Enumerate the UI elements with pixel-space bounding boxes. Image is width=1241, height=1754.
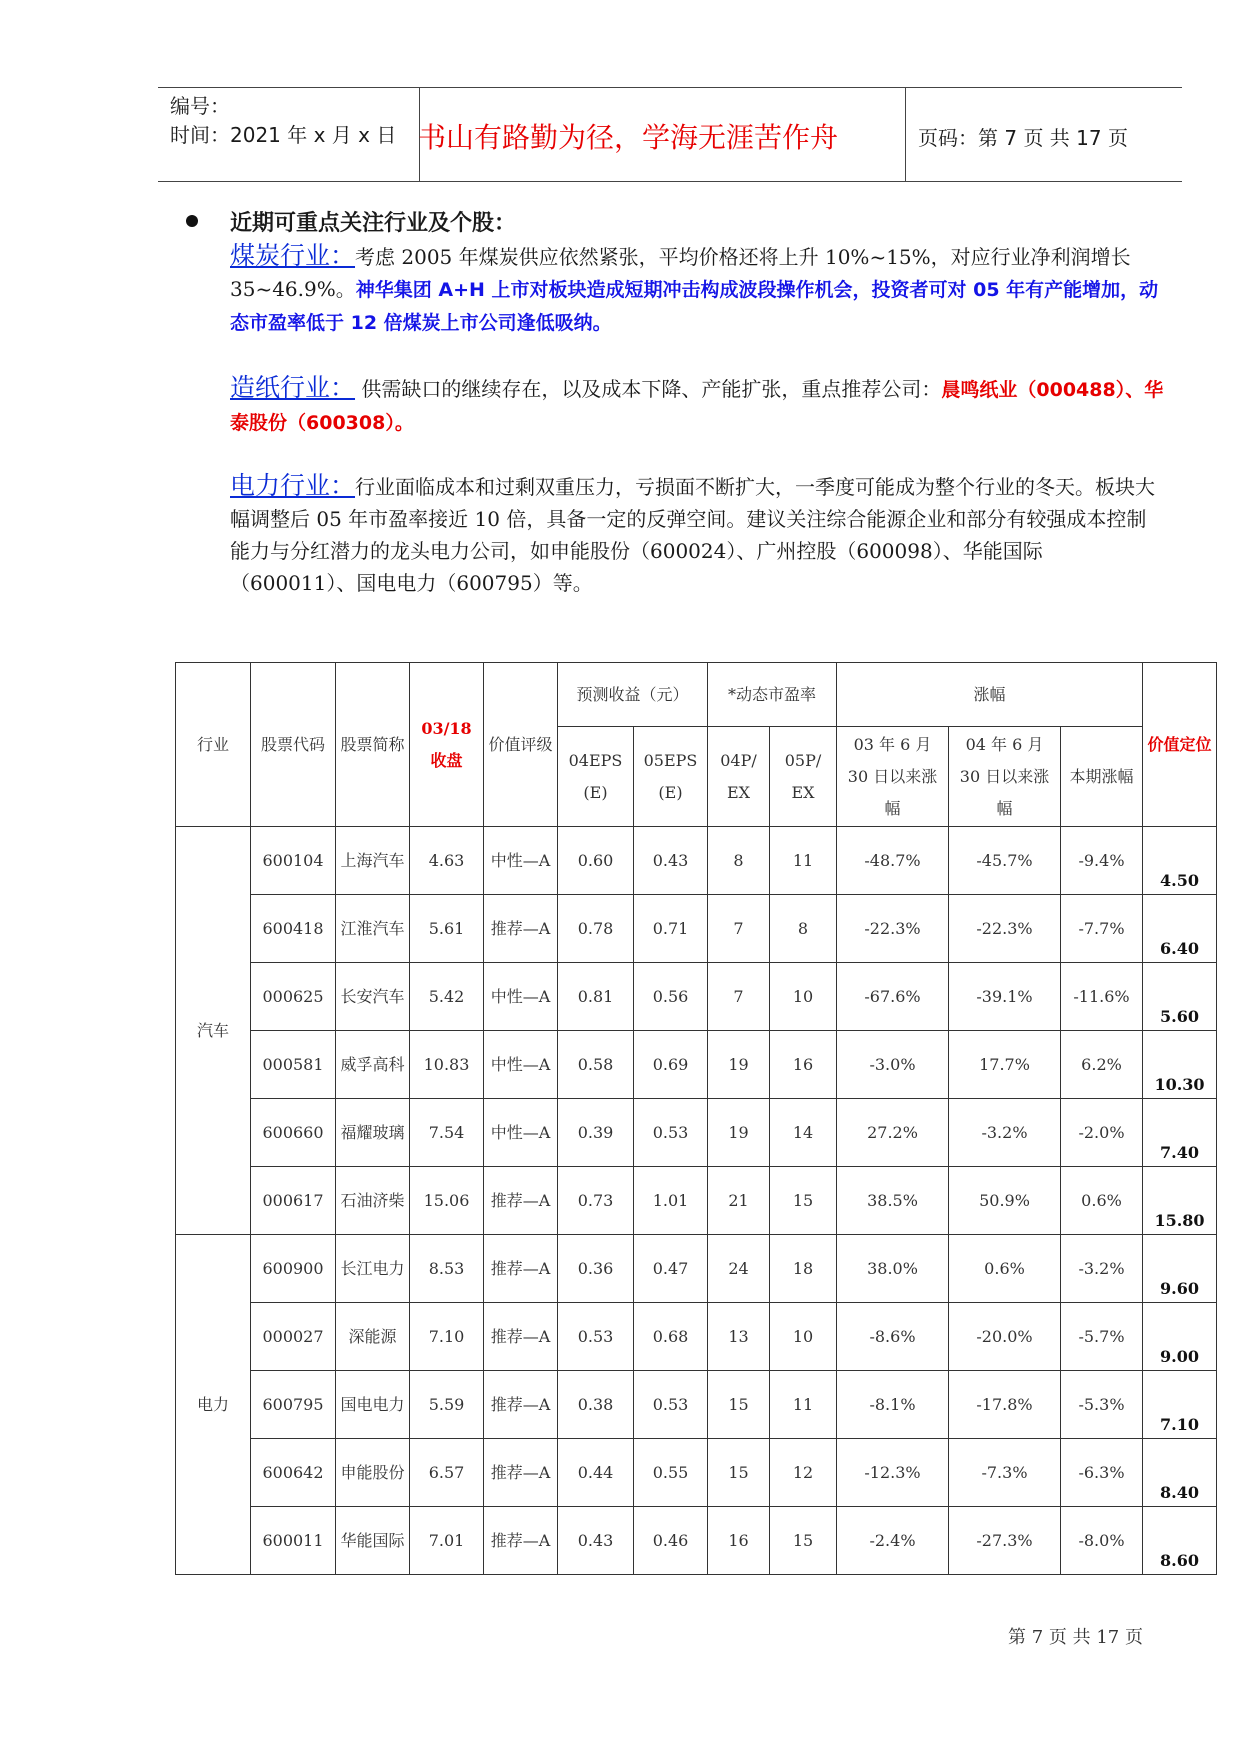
table-row: [176, 1167, 1217, 1235]
header-divider-2: [905, 88, 906, 181]
eps04-cell: 0.44: [558, 1439, 634, 1507]
header-chg04: 04 年 6 月 30 日以来涨幅: [949, 727, 1061, 827]
chg03-cell: -12.3%: [837, 1439, 949, 1507]
eps05-cell: 0.53: [634, 1371, 708, 1439]
chg03-cell: -48.7%: [837, 827, 949, 895]
industry-cell: 电力: [176, 1235, 251, 1575]
pe05-cell: 8: [770, 895, 837, 963]
pe04-cell: 19: [708, 1099, 770, 1167]
chg03-cell: 38.0%: [837, 1235, 949, 1303]
chg03-cell: 38.5%: [837, 1167, 949, 1235]
close-cell: 8.53: [410, 1235, 484, 1303]
eps05-cell: 0.56: [634, 963, 708, 1031]
rating-cell: 推荐—A: [484, 1439, 558, 1507]
value-cell: 4.50: [1143, 827, 1217, 895]
header-name: 股票简称: [336, 663, 410, 827]
header-eps04: 04EPS (E): [558, 727, 634, 827]
eps04-cell: 0.58: [558, 1031, 634, 1099]
rating-cell: 推荐—A: [484, 1167, 558, 1235]
power-label: 电力行业：: [230, 471, 356, 500]
code-cell: 600900: [251, 1235, 336, 1303]
pe04-cell: 21: [708, 1167, 770, 1235]
close-cell: 4.63: [410, 827, 484, 895]
eps05-cell: 0.69: [634, 1031, 708, 1099]
table-row: [176, 1371, 1217, 1439]
name-cell: 长江电力: [336, 1235, 410, 1303]
header-chg-cur: 本期涨幅: [1061, 727, 1143, 827]
name-cell: 国电电力: [336, 1371, 410, 1439]
pe04-cell: 19: [708, 1031, 770, 1099]
header-slogan: 书山有路勤为径，学海无涯苦作舟: [418, 121, 839, 154]
pe05-cell: 11: [770, 827, 837, 895]
pe05-cell: 14: [770, 1099, 837, 1167]
eps04-cell: 0.60: [558, 827, 634, 895]
code-cell: 000617: [251, 1167, 336, 1235]
rating-cell: 推荐—A: [484, 1303, 558, 1371]
pe04-cell: 7: [708, 895, 770, 963]
code-cell: 600795: [251, 1371, 336, 1439]
value-cell: 15.80: [1143, 1167, 1217, 1235]
paper-label: 造纸行业：: [230, 373, 356, 402]
close-cell: 10.83: [410, 1031, 484, 1099]
rating-cell: 中性—A: [484, 1099, 558, 1167]
table-row: [176, 1303, 1217, 1371]
pe05-cell: 11: [770, 1371, 837, 1439]
eps05-cell: 0.68: [634, 1303, 708, 1371]
pe04-cell: 13: [708, 1303, 770, 1371]
pe05-cell: 15: [770, 1167, 837, 1235]
pe05-cell: 16: [770, 1031, 837, 1099]
section-title: 近期可重点关注行业及个股：: [230, 211, 517, 236]
eps04-cell: 0.73: [558, 1167, 634, 1235]
close-cell: 6.57: [410, 1439, 484, 1507]
header-code: 股票代码: [251, 663, 336, 827]
stock-table: [175, 662, 1217, 1575]
chg04-cell: -45.7%: [949, 827, 1061, 895]
eps05-cell: 0.55: [634, 1439, 708, 1507]
eps04-cell: 0.38: [558, 1371, 634, 1439]
coal-paragraph: [230, 240, 1165, 339]
name-cell: 威孚高科: [336, 1031, 410, 1099]
rating-cell: 中性—A: [484, 963, 558, 1031]
rating-cell: 中性—A: [484, 827, 558, 895]
pe04-cell: 16: [708, 1507, 770, 1575]
eps04-cell: 0.53: [558, 1303, 634, 1371]
value-cell: 8.60: [1143, 1507, 1217, 1575]
pe04-cell: 15: [708, 1439, 770, 1507]
chg-cur-cell: -5.7%: [1061, 1303, 1143, 1371]
eps04-cell: 0.36: [558, 1235, 634, 1303]
power-text: 行业面临成本和过剩双重压力，亏损面不断扩大，一季度可能成为整个行业的冬天。板块大幅调整后 05 年市盈率接近 10 倍，具备一定的反弹空间。建议关注综合能源企业和部分有较强成本控制能力与分红潜力的龙头电力公司，如申能股份（600024）、广州控股（600098）、华能国际（600011）、国电电力（600795）等。: [230, 475, 1156, 595]
code-cell: 600104: [251, 827, 336, 895]
chg-cur-cell: 6.2%: [1061, 1031, 1143, 1099]
header-value: 价值定位: [1143, 663, 1217, 827]
stock-table-body: [176, 827, 1217, 1575]
header-close: 03/18 收盘: [410, 663, 484, 827]
table-row: [176, 1031, 1217, 1099]
pe04-cell: 15: [708, 1371, 770, 1439]
pe05-cell: 18: [770, 1235, 837, 1303]
header-pe04: 04P/ EX: [708, 727, 770, 827]
header-time: 时间：2021 年 x 月 x 日: [170, 123, 397, 147]
eps05-cell: 0.71: [634, 895, 708, 963]
table-row: [176, 963, 1217, 1031]
rating-cell: 中性—A: [484, 1031, 558, 1099]
eps04-cell: 0.43: [558, 1507, 634, 1575]
header-eps05: 05EPS (E): [634, 727, 708, 827]
table-row: [176, 895, 1217, 963]
name-cell: 江淮汽车: [336, 895, 410, 963]
coal-highlight: 神华集团 A+H 上市对板块造成短期冲击构成波段操作机会，投资者可对 05 年有产能增加，动态市盈率低于 12 倍煤炭上市公司逢低吸纳。: [230, 279, 1159, 334]
pe05-cell: 10: [770, 963, 837, 1031]
chg04-cell: 17.7%: [949, 1031, 1061, 1099]
name-cell: 申能股份: [336, 1439, 410, 1507]
value-cell: 7.10: [1143, 1371, 1217, 1439]
coal-label: 煤炭行业：: [230, 241, 356, 270]
chg04-cell: -20.0%: [949, 1303, 1061, 1371]
name-cell: 福耀玻璃: [336, 1099, 410, 1167]
chg-cur-cell: -7.7%: [1061, 895, 1143, 963]
close-cell: 5.42: [410, 963, 484, 1031]
chg03-cell: -2.4%: [837, 1507, 949, 1575]
chg04-cell: -22.3%: [949, 895, 1061, 963]
chg-cur-cell: -5.3%: [1061, 1371, 1143, 1439]
header-bottom-rule: [158, 181, 1182, 182]
header-chg03: 03 年 6 月 30 日以来涨幅: [837, 727, 949, 827]
header-top-rule: [158, 87, 1182, 88]
pe05-cell: 10: [770, 1303, 837, 1371]
pe05-cell: 15: [770, 1507, 837, 1575]
header-page-number: 页码：第 7 页 共 17 页: [918, 126, 1128, 150]
code-cell: 000625: [251, 963, 336, 1031]
chg-cur-cell: -3.2%: [1061, 1235, 1143, 1303]
chg03-cell: -3.0%: [837, 1031, 949, 1099]
pe04-cell: 24: [708, 1235, 770, 1303]
rating-cell: 推荐—A: [484, 1507, 558, 1575]
code-cell: 600418: [251, 895, 336, 963]
paper-paragraph: [230, 372, 1165, 439]
table-row: [176, 1439, 1217, 1507]
name-cell: 石油济柴: [336, 1167, 410, 1235]
paper-text: 供需缺口的继续存在，以及成本下降、产能扩张，重点推荐公司：: [355, 377, 942, 401]
header-industry: 行业: [176, 663, 251, 827]
rating-cell: 推荐—A: [484, 895, 558, 963]
header-rating: 价值评级: [484, 663, 558, 827]
header-change-group: 涨幅: [837, 663, 1143, 727]
chg03-cell: 27.2%: [837, 1099, 949, 1167]
chg04-cell: -39.1%: [949, 963, 1061, 1031]
coal-text: 考虑 2005 年煤炭供应依然紧张，平均价格还将上升 10%~15%，对应行业净利润增长 35~46.9%。: [230, 245, 1131, 301]
footer-page-number: 第 7 页 共 17 页: [1008, 1627, 1143, 1648]
code-cell: 600011: [251, 1507, 336, 1575]
value-cell: 8.40: [1143, 1439, 1217, 1507]
table-row: [176, 1235, 1217, 1303]
eps04-cell: 0.78: [558, 895, 634, 963]
chg03-cell: -22.3%: [837, 895, 949, 963]
eps05-cell: 1.01: [634, 1167, 708, 1235]
header-pe05: 05P/ EX: [770, 727, 837, 827]
eps05-cell: 0.46: [634, 1507, 708, 1575]
paper-highlight: 晨鸣纸业（000488）、华泰股份（600308）。: [230, 379, 1164, 434]
name-cell: 上海汽车: [336, 827, 410, 895]
chg04-cell: -17.8%: [949, 1371, 1061, 1439]
eps05-cell: 0.47: [634, 1235, 708, 1303]
value-cell: 5.60: [1143, 963, 1217, 1031]
name-cell: 华能国际: [336, 1507, 410, 1575]
close-cell: 5.61: [410, 895, 484, 963]
chg04-cell: -7.3%: [949, 1439, 1061, 1507]
header-forecast-group: 预测收益（元）: [558, 663, 708, 727]
close-cell: 7.54: [410, 1099, 484, 1167]
code-cell: 000581: [251, 1031, 336, 1099]
code-cell: 000027: [251, 1303, 336, 1371]
eps05-cell: 0.43: [634, 827, 708, 895]
chg03-cell: -67.6%: [837, 963, 949, 1031]
close-cell: 15.06: [410, 1167, 484, 1235]
close-cell: 7.10: [410, 1303, 484, 1371]
close-cell: 7.01: [410, 1507, 484, 1575]
chg-cur-cell: -2.0%: [1061, 1099, 1143, 1167]
chg04-cell: -3.2%: [949, 1099, 1061, 1167]
chg-cur-cell: -8.0%: [1061, 1507, 1143, 1575]
pe04-cell: 8: [708, 827, 770, 895]
table-row: [176, 827, 1217, 895]
chg03-cell: -8.1%: [837, 1371, 949, 1439]
rating-cell: 推荐—A: [484, 1235, 558, 1303]
chg03-cell: -8.6%: [837, 1303, 949, 1371]
close-cell: 5.59: [410, 1371, 484, 1439]
industry-cell: 汽车: [176, 827, 251, 1235]
rating-cell: 推荐—A: [484, 1371, 558, 1439]
eps04-cell: 0.39: [558, 1099, 634, 1167]
pe05-cell: 12: [770, 1439, 837, 1507]
chg04-cell: 50.9%: [949, 1167, 1061, 1235]
value-cell: 10.30: [1143, 1031, 1217, 1099]
chg-cur-cell: -11.6%: [1061, 963, 1143, 1031]
code-cell: 600660: [251, 1099, 336, 1167]
name-cell: 深能源: [336, 1303, 410, 1371]
name-cell: 长安汽车: [336, 963, 410, 1031]
eps05-cell: 0.53: [634, 1099, 708, 1167]
value-cell: 7.40: [1143, 1099, 1217, 1167]
chg-cur-cell: -6.3%: [1061, 1439, 1143, 1507]
chg04-cell: 0.6%: [949, 1235, 1061, 1303]
chg-cur-cell: 0.6%: [1061, 1167, 1143, 1235]
pe04-cell: 7: [708, 963, 770, 1031]
bullet-icon: [186, 215, 198, 227]
value-cell: 9.00: [1143, 1303, 1217, 1371]
header-pe-group: *动态市盈率: [708, 663, 837, 727]
power-paragraph: [230, 470, 1165, 599]
table-row: [176, 1507, 1217, 1575]
eps04-cell: 0.81: [558, 963, 634, 1031]
chg04-cell: -27.3%: [949, 1507, 1061, 1575]
chg-cur-cell: -9.4%: [1061, 827, 1143, 895]
code-cell: 600642: [251, 1439, 336, 1507]
value-cell: 9.60: [1143, 1235, 1217, 1303]
header-number: 编号：: [170, 94, 230, 118]
table-row: [176, 1099, 1217, 1167]
value-cell: 6.40: [1143, 895, 1217, 963]
